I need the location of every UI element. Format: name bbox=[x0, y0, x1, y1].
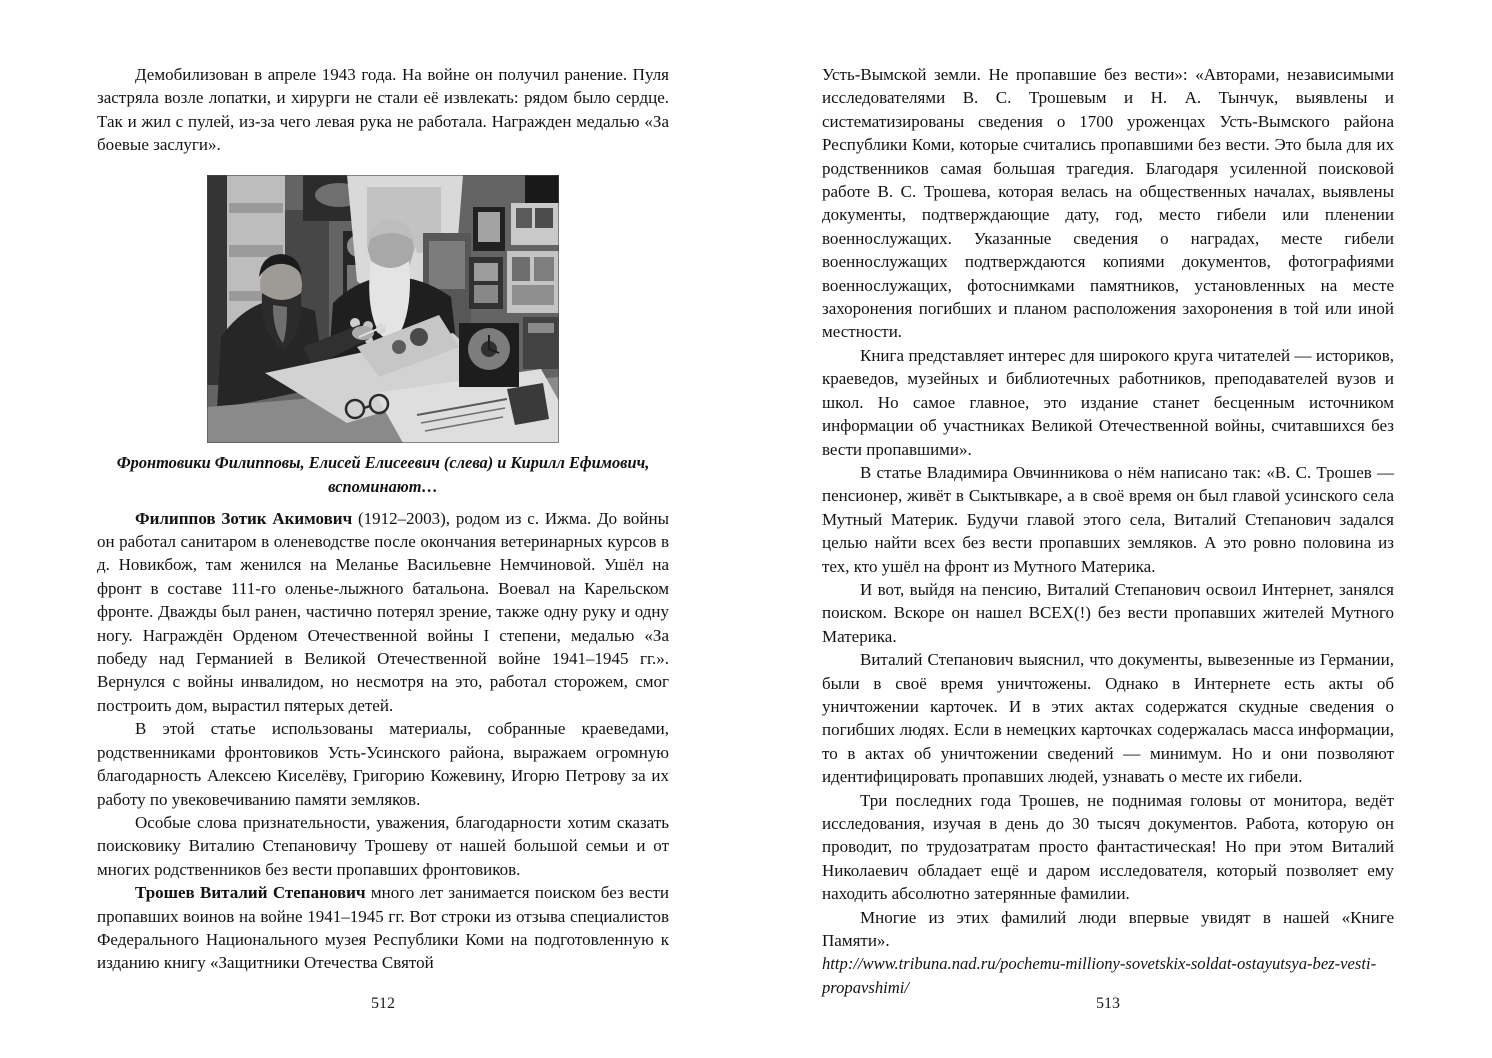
veterans-photo-graphic bbox=[207, 175, 559, 443]
paragraph-troshev bbox=[97, 881, 669, 975]
paragraph-book-of-memory: Многие из этих фамилий люди впервые увидят в нашей «Книге Памяти». bbox=[822, 907, 1394, 951]
veterans-photo bbox=[207, 175, 559, 443]
paragraph-book-interest: Книга представляет интерес для широкого круга читателей — историков, краеведов, музейных и библиотечных работников, преподавателей вузов и школ. Но самое главное, это издание станет бесценным источником информации об участниках Великой Отечественной войны, считавшихся без вести пропавшими». bbox=[822, 345, 1394, 459]
right-page bbox=[822, 63, 1394, 999]
paragraph-acknowledgements: В этой статье использованы материалы, собранные краеведами, родственниками фронтовиков Усть-Усинского района, выражаем огромную благодарность Алексею Киселёву, Григорию Кожевину, Игорю Петрову за их работу по увековечиванию памяти земляков. bbox=[97, 719, 669, 809]
source-url: http://www.tribuna.nad.ru/pochemu-milliony-sovetskix-soldat-ostayutsya-bez-vesti-propavshimi/ bbox=[822, 954, 1377, 997]
paragraph-destroyed-documents: Виталий Степанович выяснил, что документы, вывезенные из Германии, были в своё время уничтожены. Однако в Интернете есть акты об уничтожении карточек. И в этих актах содержатся скудные сведения о погибших людях. Если в немецких карточках содержалась масса информации, то в актах об уничтожении сведений — минимум. Но и они позволяют идентифицировать пропавших людей, узнавать о месте их гибели. bbox=[822, 650, 1394, 787]
paragraph-filippov bbox=[97, 507, 669, 718]
paragraph-gratitude: Особые слова признательности, уважения, благодарности хотим сказать поисковику Виталию Степановичу Трошеву от нашей большой семьи и от многих родственников без вести пропавших фронтовиков. bbox=[97, 812, 669, 879]
paragraph-internet-search: И вот, выйдя на пенсию, Виталий Степанович освоил Интернет, занялся поиском. Вскоре он нашел ВСЕХ(!) без вести пропавших жителей Мутного Материка. bbox=[822, 579, 1394, 646]
page-number-512: 512 bbox=[371, 995, 395, 1012]
person-name-filippov: Филиппов Зотик Акимович bbox=[135, 508, 353, 528]
paragraph-troshev-text: много лет занимается поиском без вести пропавших воинов на войне 1941–1945 гг. Вот строки из отзыва специалистов Федерального Национального музея Республики Коми на подготовленную к изданию книгу «Защитники Отечества Святой bbox=[97, 883, 669, 973]
paragraph-book-review: Усть-Вымской земли. Не пропавшие без вести»: «Авторами, независимыми исследователями В. С. Трошевым и Н. А. Тынчук, выявлены и систематизированы сведения о 1700 уроженцах Усть-Вымского района Республики Коми, которые считались пропавшими без вести. Это была для их родственников самая большая трагедия. Благодаря усиленной поисковой работе В. С. Трошева, которая велась на общественных началах, выявлены документы, подтверждающие дату, год, место гибели или пленении военнослужащих. Указанные сведения о наградах, месте гибели военнослужащих подтверждаются копиями документов, фотографиями военнослужащих, фотоснимками памятников, установленных на месте захоронения погибших и планом расположения захоронения в той или иной местности. bbox=[822, 65, 1394, 342]
person-name-troshev: Трошев Виталий Степанович bbox=[135, 883, 366, 903]
left-page bbox=[97, 63, 669, 975]
paragraph-research-work: Три последних года Трошев, не поднимая головы от монитора, ведёт исследования, изучая в день до 30 тысяч документов. Работа, которую он проводит, по трудозатратам просто фантастическая! Но при этом Виталий Николаевич обладает ещё и даром исследователя, который позволяет ему находить абсолютно затерянные фамилии. bbox=[822, 790, 1394, 904]
paragraph-filippov-text: (1912–2003), родом из с. Ижма. До войны он работал санитаром в оленеводстве после окончания ветеринарных курсов в д. Новикбож, там женился на Меланье Васильевне Немчиновой. Ушёл на фронт в составе 111-го оленье-лыжного батальона. Воевал на Карельском фронте. Дважды был ранен, частично потерял зрение, также одну руку и одну ногу. Награждён Орденом Отечественной войны I степени, медалью «За победу над Германией в Великой Отечественной войне 1941–1945 гг.». Вернулся с войны инвалидом, но несмотря на это, работал сторожем, смог построить дом, вырастил пятерых детей. bbox=[97, 508, 669, 715]
paragraph-demobilized: Демобилизован в апреле 1943 года. На войне он получил ранение. Пуля застряла возле лопатки, и хирурги не стали её извлекать: рядом было сердце. Так и жил с пулей, из-за чего левая рука не работала. Награжден медалью «За боевые заслуги». bbox=[97, 65, 669, 155]
paragraph-ovchinnikov-quote: В статье Владимира Овчинникова о нём написано так: «В. С. Трошев — пенсионер, живёт в Сыктывкаре, а в своё время он был главой усинского села Мутный Материк. Будучи главой этого села, Виталий Степанович задался целью найти всех без вести пропавших земляков. А это ровно половина из тех, кто ушёл на фронт из Мутного Материка. bbox=[822, 462, 1394, 576]
page-number-513: 513 bbox=[1096, 995, 1120, 1012]
photo-caption: Фронтовики Филипповы, Елисей Елисеевич (слева) и Кирилл Ефимович, вспоминают… bbox=[116, 452, 650, 496]
